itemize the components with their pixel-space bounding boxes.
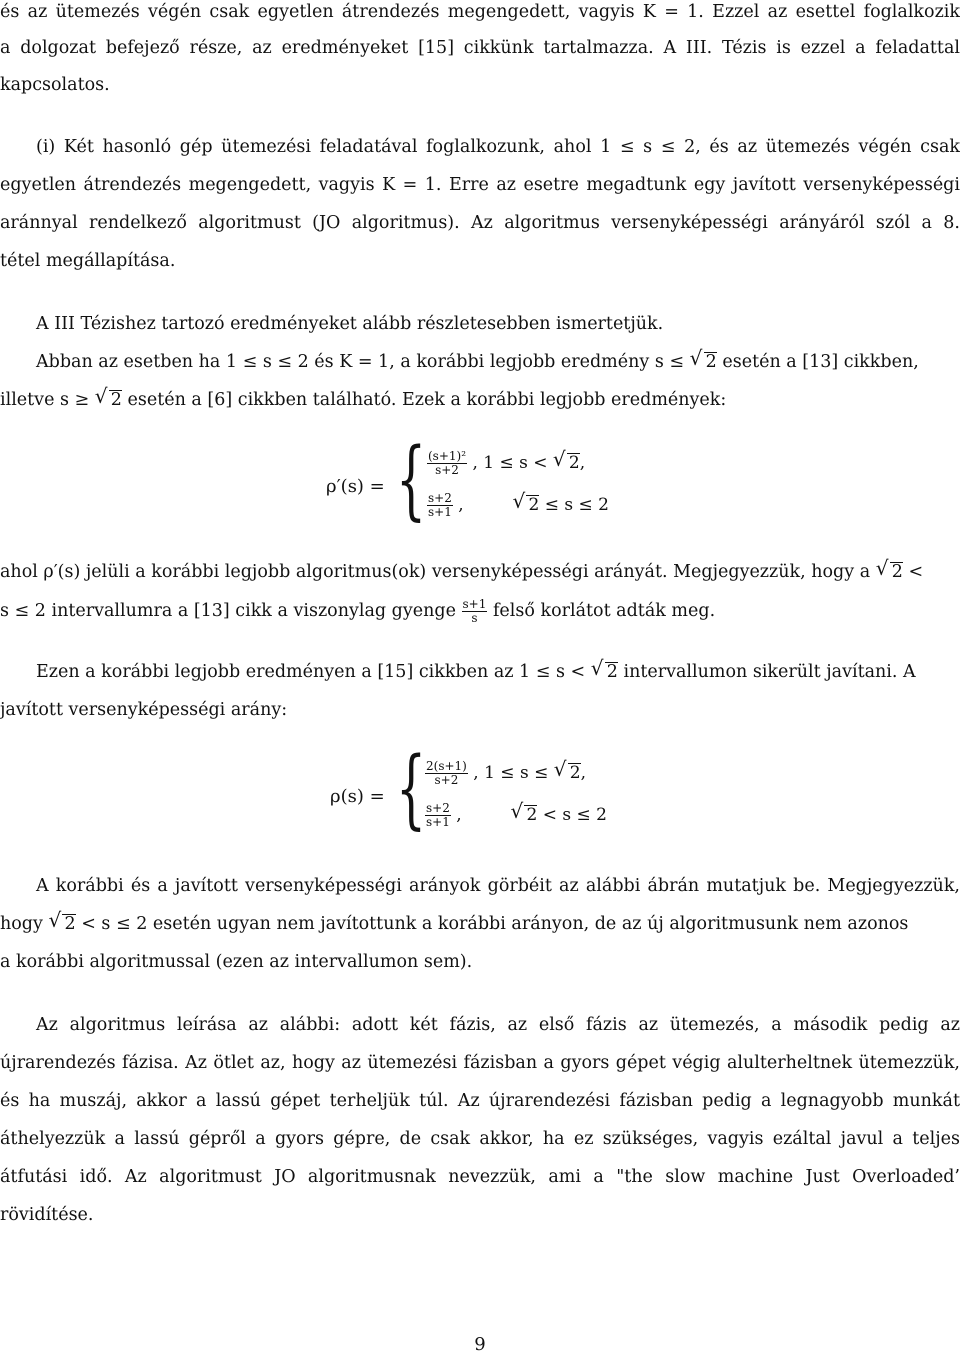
left-brace: { (396, 739, 427, 839)
text-segment: < s ≤ 2 esetén ugyan nem javítottunk a korábbi arányon, de az új algoritmusunk nem azonos (81, 914, 909, 934)
denominator: s (471, 611, 478, 625)
sqrt-symbol: √ 2 (526, 495, 539, 514)
text-line: javított versenyképességi arány: (0, 700, 288, 720)
text-line: és ha muszáj, akkor a lassú gépet terheljük túl. Az újrarendezési fázisban pedig a legnagyobb munkát (0, 1091, 960, 1111)
fraction (427, 450, 467, 477)
sqrt-symbol: √ 2 (704, 352, 717, 371)
sqrt-symbol: √ 2 (567, 453, 580, 472)
numerator: s+2 (428, 491, 452, 505)
equation-case (427, 492, 609, 519)
text-line: újrarendezés fázisa. Az ötlet az, hogy az ütemezési fázisban a gyors gépet végig alulterheltnek ütemezzük, (0, 1053, 960, 1073)
numerator: s+2 (426, 801, 450, 815)
numerator: (s+1)² (428, 449, 467, 463)
text-segment: Ezen a korábbi legjobb eredményen a [15] cikkben az 1 ≤ s < (36, 662, 586, 682)
text-line: A III Tézishez tartozó eredményeket alább részletesebben ismertetjük. (36, 314, 664, 334)
text-segment: ahol ρ′(s) jelüli a korábbi legjobb algoritmus(ok) versenyképességi arányát. Megjegyezzük, hogy a (0, 562, 871, 582)
left-brace: { (396, 430, 427, 530)
sqrt-symbol: √ 2 (568, 763, 581, 782)
text-line (0, 660, 960, 684)
condition: , (458, 495, 464, 515)
condition: , (580, 763, 586, 783)
equation-lhs: ρ(s) = (330, 786, 385, 807)
condition: , 1 ≤ s ≤ (473, 763, 549, 783)
text-line: (i) Két hasonló gép ütemezési feladatával foglalkozunk, ahol 1 ≤ s ≤ 2, és az ütemezés végén csak (36, 137, 960, 157)
text-line: egyetlen átrendezés megengedett, vagyis K = 1. Erre az esetre megadtunk egy javított versenyképességi (0, 175, 960, 195)
equation-case (425, 760, 586, 787)
text-line: rövidítése. (0, 1205, 94, 1225)
text-line: a dolgozat befejező része, az eredményeket [15] cikkünk tartalmazza. A III. Tézis is ezzel a feladattal (0, 38, 960, 58)
text-segment: esetén a [13] cikkben, (722, 352, 919, 372)
condition: ≤ s ≤ 2 (544, 495, 609, 515)
text-line (0, 912, 960, 936)
equation-case (425, 802, 607, 829)
text-line: Az algoritmus leírása az alábbi: adott két fázis, az első fázis az ütemezés, a második pedig az (36, 1015, 960, 1035)
page-number: 9 (474, 1334, 486, 1355)
text-line: kapcsolatos. (0, 75, 110, 95)
text-line: A korábbi és a javított versenyképességi arányok görbéit az alábbi ábrán mutatjuk be. Megjegyezzük, (36, 876, 960, 896)
condition: < s ≤ 2 (542, 805, 607, 825)
text-line (0, 388, 960, 412)
denominator: s+1 (426, 815, 450, 829)
text-line: átfutási idő. Az algoritmust JO algoritmusnak nevezzük, ami a "the slow machine Just Overloaded’ (0, 1167, 960, 1187)
text-line (0, 350, 960, 374)
fraction (425, 760, 468, 787)
text-segment: hogy (0, 914, 43, 934)
condition: , (456, 805, 462, 825)
condition: , 1 ≤ s < (472, 453, 548, 473)
equation-lhs: ρ′(s) = (326, 476, 385, 497)
text-segment: esetén a [6] cikkben található. Ezek a korábbi legjobb eredmények: (127, 390, 727, 410)
text-line: és az ütemezés végén csak egyetlen átrendezés megengedett, vagyis K = 1. Ezzel az esettel foglalkozik (0, 2, 960, 22)
sqrt-symbol: √ 2 (62, 914, 75, 933)
text-line: áthelyezzük a lassú gépről a gyors gépre, de csak akkor, ha ez szükséges, vagyis ezáltal javul a teljes (0, 1129, 960, 1149)
text-segment: < (908, 562, 924, 582)
denominator: s+2 (434, 773, 459, 787)
text-segment: illetve s ≥ (0, 390, 90, 410)
text-line (0, 598, 960, 625)
text-line: aránnyal rendelkező algoritmust (JO algoritmus). Az algoritmus versenyképességi arányáról szól a 8. (0, 213, 960, 233)
numerator: 2(s+1) (426, 759, 467, 773)
equation-case (427, 450, 585, 477)
sqrt-symbol: √ 2 (109, 390, 122, 409)
sqrt-symbol: √ 2 (890, 562, 903, 581)
fraction (427, 492, 453, 519)
text-segment: Abban az esetben ha 1 ≤ s ≤ 2 és K = 1, a korábbi legjobb eredmény s ≤ (36, 352, 685, 372)
text-segment: s ≤ 2 intervallumra a [13] cikk a viszonylag gyenge (0, 601, 456, 621)
denominator: s+2 (435, 463, 459, 477)
fraction (462, 598, 488, 625)
text-segment: intervallumon sikerült javítani. A (623, 662, 916, 682)
fraction (425, 802, 451, 829)
text-line (0, 560, 960, 584)
condition: , (579, 453, 586, 473)
text-line: a korábbi algoritmussal (ezen az intervallumon sem). (0, 952, 473, 972)
sqrt-symbol: √ 2 (605, 662, 618, 681)
numerator: s+1 (462, 597, 487, 611)
text-line: tétel megállapítása. (0, 251, 176, 271)
text-segment: felső korlátot adták meg. (492, 601, 716, 621)
sqrt-symbol: √ 2 (524, 805, 537, 824)
denominator: s+1 (428, 505, 452, 519)
